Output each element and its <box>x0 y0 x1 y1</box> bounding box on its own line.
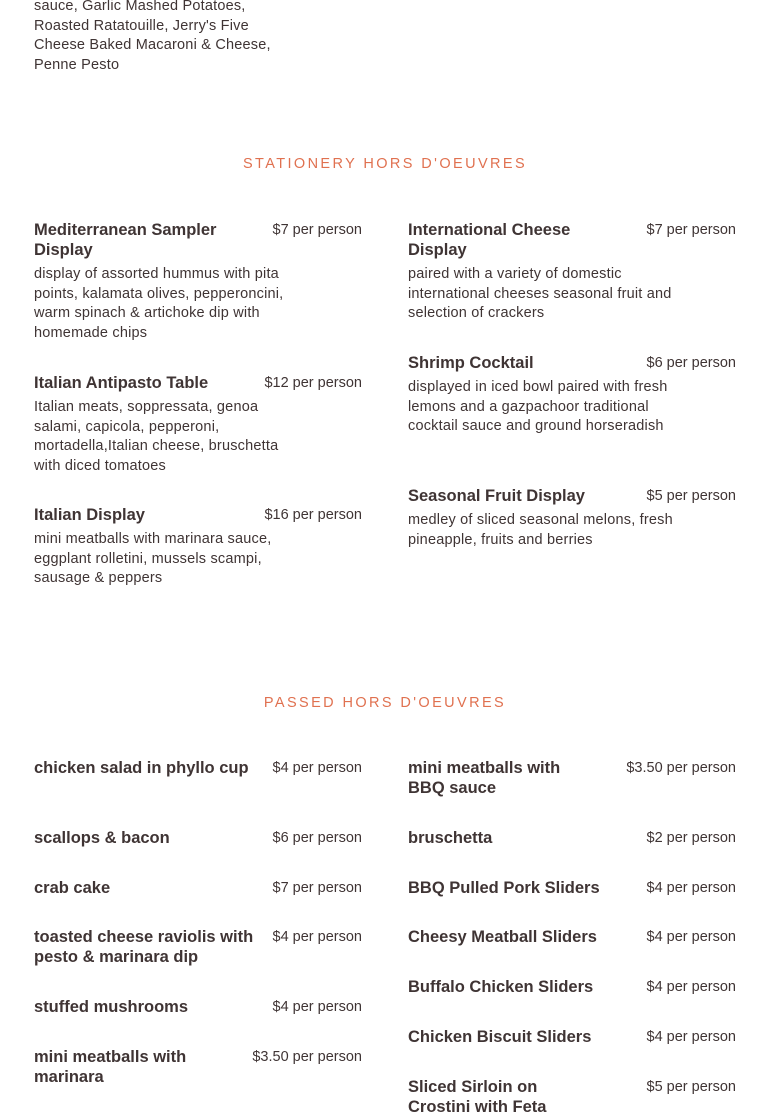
item-name: chicken salad in phyllo cup <box>34 759 249 777</box>
item-price: $4 per person <box>646 880 736 896</box>
item-name: Buffalo Chicken Sliders <box>408 978 594 996</box>
item-name: stuffed mushrooms <box>34 998 189 1016</box>
item-name: crab cake <box>34 879 111 897</box>
item-name: Mediterranean Sampler Display <box>34 221 217 259</box>
item-name: mini meatballs with marinara <box>34 1048 187 1086</box>
item-name: Seasonal Fruit Display <box>408 487 585 505</box>
item-name: Shrimp Cocktail <box>408 354 534 372</box>
intro-text: sauce, Garlic Mashed Potatoes, Roasted Ratatouille, Jerry's Five Cheese Baked Macaroni & Cheese, Penne Pesto <box>34 0 271 73</box>
item-description: mini meatballs with marinara sauce, eggplant rolletini, mussels scampi, sausage & peppers <box>34 531 272 586</box>
item-name: Chicken Biscuit Sliders <box>408 1028 592 1046</box>
item-name: Cheesy Meatball Sliders <box>408 928 597 946</box>
section-title-stationery: STATIONERY HORS D'OEUVRES <box>242 156 528 172</box>
item-price: $5 per person <box>646 1079 736 1095</box>
item-name: scallops & bacon <box>34 829 170 847</box>
item-price: $7 per person <box>272 222 362 238</box>
item-name: Italian Antipasto Table <box>34 374 209 392</box>
item-price: $16 per person <box>264 507 362 523</box>
item-description: Italian meats, soppressata, genoa salami, capicola, pepperoni, mortadella,Italian cheese, bruschetta with diced tomatoes <box>34 399 279 474</box>
item-description: display of assorted hummus with pita points, kalamata olives, pepperoncini, warm spinach & artichoke dip with homemade chips <box>34 266 284 341</box>
item-price: $4 per person <box>272 999 362 1015</box>
item-price: $6 per person <box>646 355 736 371</box>
item-price: $4 per person <box>272 760 362 776</box>
item-price: $4 per person <box>646 1029 736 1045</box>
item-name: toasted cheese raviolis with pesto & marinara dip <box>34 928 254 966</box>
item-price: $3.50 per person <box>626 760 736 776</box>
item-price: $6 per person <box>272 830 362 846</box>
item-name: mini meatballs with BBQ sauce <box>408 759 561 797</box>
item-price: $4 per person <box>646 979 736 995</box>
item-price: $7 per person <box>272 880 362 896</box>
item-price: $7 per person <box>646 222 736 238</box>
item-name: bruschetta <box>408 829 493 847</box>
item-description: displayed in iced bowl paired with fresh lemons and a gazpachoor traditional cocktail sauce and ground horseradish <box>408 379 668 434</box>
item-name: International Cheese Display <box>408 221 571 259</box>
item-name: BBQ Pulled Pork Sliders <box>408 879 600 897</box>
item-description: medley of sliced seasonal melons, fresh pineapple, fruits and berries <box>408 512 673 548</box>
item-name: Italian Display <box>34 506 145 524</box>
section-title-passed: PASSED HORS D'OEUVRES <box>263 695 507 711</box>
item-price: $2 per person <box>646 830 736 846</box>
item-price: $5 per person <box>646 488 736 504</box>
item-name: Sliced Sirloin on Crostini with Feta <box>408 1078 547 1116</box>
item-price: $4 per person <box>272 929 362 945</box>
item-price: $12 per person <box>264 375 362 391</box>
item-description: paired with a variety of domestic international cheeses seasonal fruit and selection of crackers <box>408 266 672 321</box>
item-price: $4 per person <box>646 929 736 945</box>
item-price: $3.50 per person <box>252 1049 362 1065</box>
